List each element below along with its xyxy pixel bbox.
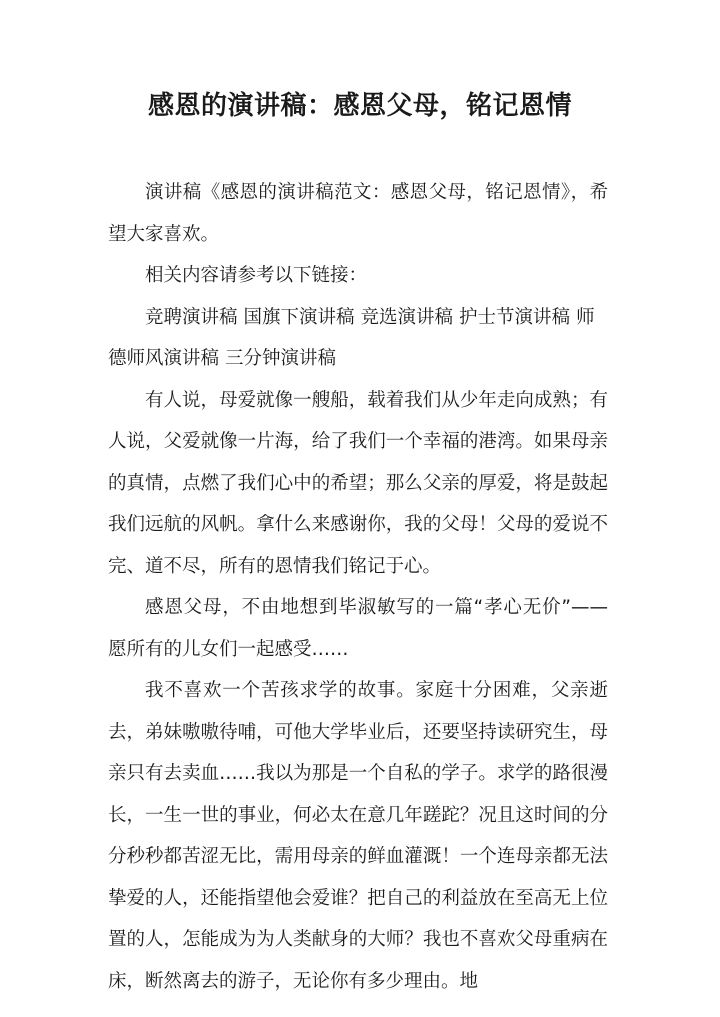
intro-paragraph: 演讲稿《感恩的演讲稿范文：感恩父母，铭记恩情》，希望大家喜欢。 xyxy=(108,182,608,245)
related-links xyxy=(108,297,608,380)
link-election-speech[interactable]: 竞选演讲稿 xyxy=(360,306,454,328)
link-competition-speech[interactable]: 竞聘演讲稿 xyxy=(145,306,238,328)
body-paragraph: 我不喜欢一个苦孩求学的故事。家庭十分困难，父亲逝去，弟妹嗷嗷待哺，可他大学毕业后，还要坚持读研究生，母亲只有去卖血……我以为那是一个自私的学子。求学的路很漫长，一生一世的事业，何必太在意几年蹉跎？况且这时间的分分秒秒都苦涩无比，需用母亲的鲜血灌溉！一个连母亲都无法挚爱的人，还能指望他会爱谁？把自己的利益放在至高无上位置的人，怎能成为为人类献身的大师？我也不喜欢父母重病在床，断然离去的游子，无论你有多少理由。地 xyxy=(108,680,608,992)
link-flag-speech[interactable]: 国旗下演讲稿 xyxy=(243,306,355,328)
page-title: 感恩的演讲稿：感恩父母，铭记恩情 xyxy=(147,91,572,121)
document-body xyxy=(108,172,608,1002)
body-paragraph: 有人说，母爱就像一艘船，载着我们从少年走向成熟；有人说，父爱就像一片海，给了我们一个幸福的港湾。如果母亲的真情，点燃了我们心中的希望；那么父亲的厚爱，将是鼓起我们远航的风帆。拿什么来感谢你，我的父母！父母的爱说不完、道不尽，所有的恩情我们铭记于心。 xyxy=(108,389,608,577)
link-three-minute-speech[interactable]: 三分钟演讲稿 xyxy=(225,348,337,369)
body-paragraph: 感恩父母，不由地想到毕淑敏写的一篇“孝心无价”——愿所有的儿女们一起感受…… xyxy=(108,597,608,660)
link-nurses-day-speech[interactable]: 护士节演讲稿 xyxy=(459,306,571,328)
link-teacher-ethics-speech[interactable]: 师德师风演讲稿 xyxy=(108,306,595,369)
related-label: 相关内容请参考以下链接： xyxy=(145,265,368,286)
